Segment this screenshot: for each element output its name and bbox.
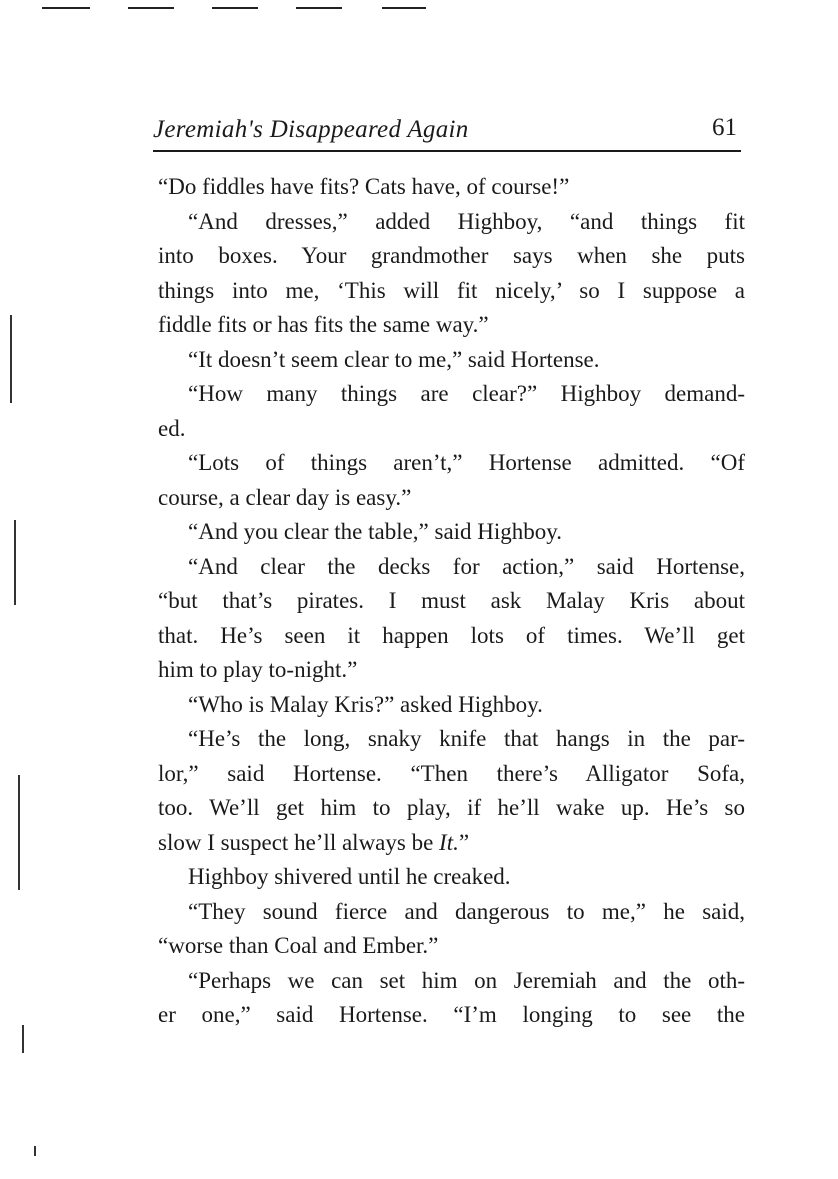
text-line: “How many things are clear?” Highboy demand-	[188, 381, 745, 406]
text-line: “He’s the long, snaky knife that hangs in the par-	[188, 726, 745, 751]
text-line: “It doesn’t seem clear to me,” said Hortense.	[188, 346, 600, 372]
italic-run: It.	[439, 829, 459, 855]
text-line: ed.	[158, 415, 186, 441]
text-line: “They sound fierce and dangerous to me,” he said,	[188, 898, 745, 924]
text-line: Highboy shivered until he creaked.	[188, 864, 511, 889]
text-line: “And dresses,” added Highboy, “and things fit	[188, 208, 745, 234]
text-line: “but that’s pirates. I must ask Malay Kris about	[158, 588, 745, 613]
text-line: “Lots of things aren’t,” Hortense admitted. “Of	[188, 450, 745, 475]
scan-artifact-dash	[42, 7, 90, 9]
running-head	[153, 116, 741, 152]
text-line: lor,” said Hortense. “Then there’s Alligator Sofa,	[158, 760, 745, 786]
text-run: slow I suspect he’ll always be	[158, 829, 440, 855]
text-line: er one,” said Hortense. “I’m longing to see the	[158, 1002, 745, 1027]
scan-artifact-dash	[382, 7, 426, 9]
text-line: “And you clear the table,” said Highboy.	[188, 519, 563, 544]
text-line: fiddle fits or has fits the same way.”	[158, 312, 489, 337]
text-line: course, a clear day is easy.”	[158, 484, 412, 510]
text-line: “Perhaps we can set him on Jeremiah and the oth-	[188, 967, 745, 993]
text-line: that. He’s seen it happen lots of times. We’ll get	[158, 622, 745, 648]
text-line: him to play to-night.”	[158, 657, 358, 682]
header-rule	[153, 150, 741, 152]
text-line	[158, 826, 745, 861]
scan-artifact-mark	[10, 315, 12, 403]
text-line: into boxes. Your grandmother says when she puts	[158, 243, 745, 268]
text-line: “Do fiddles have fits? Cats have, of course!”	[158, 174, 570, 199]
text-line: too. We’ll get him to play, if he’ll wake up. He’s so	[158, 795, 745, 820]
scan-artifact-dash	[128, 7, 174, 9]
text-line: “And clear the decks for action,” said Hortense,	[188, 553, 745, 579]
body-text	[158, 170, 745, 1033]
text-line: “Who is Malay Kris?” asked Highboy.	[188, 691, 543, 717]
scan-artifact-dash	[212, 7, 258, 9]
text-line: “worse than Coal and Ember.”	[158, 933, 439, 958]
running-title: Jeremiah's Disappeared Again	[153, 116, 469, 143]
scan-artifact-mark	[34, 1146, 36, 1156]
page-number: 61	[712, 114, 737, 141]
text-line: things into me, ‘This will fit nicely,’ so I suppose a	[158, 277, 745, 303]
scan-artifact-dash	[296, 7, 342, 9]
scan-artifact-mark	[18, 775, 20, 890]
text-run: ”	[458, 829, 470, 855]
scan-artifact-mark	[22, 1025, 24, 1053]
scan-artifact-mark	[14, 520, 16, 605]
